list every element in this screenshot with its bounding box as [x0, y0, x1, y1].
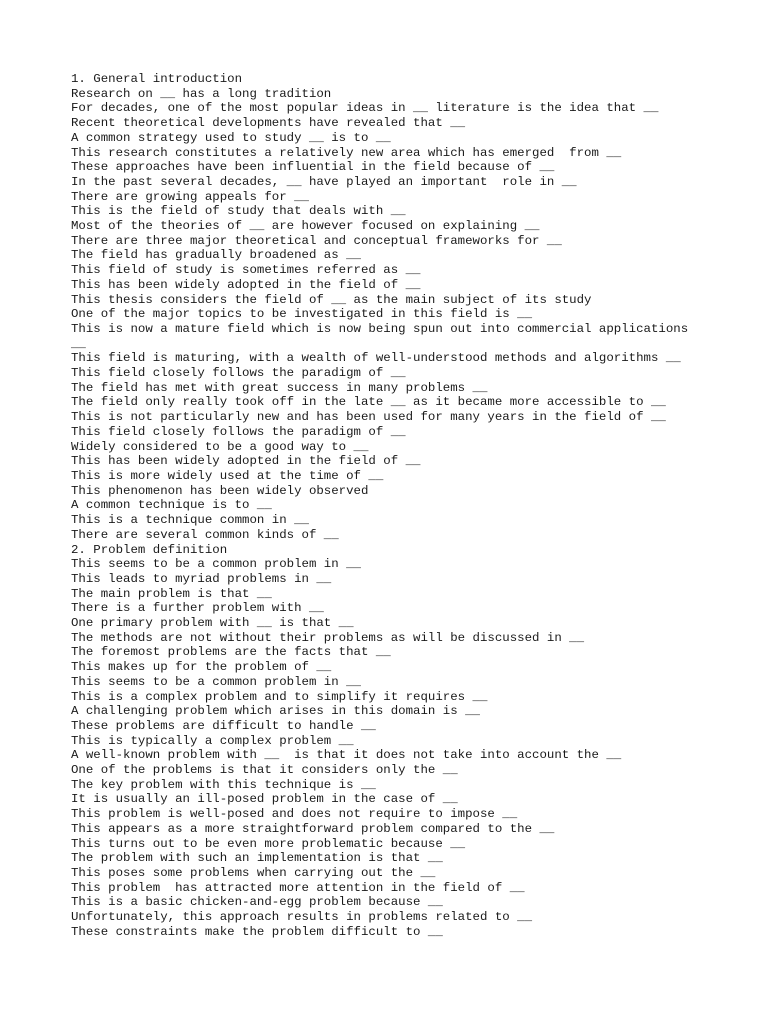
document-page	[71, 72, 761, 939]
text-line: This is a basic chicken-and-egg problem because __	[71, 895, 443, 910]
text-line: A common technique is to __	[71, 498, 272, 513]
text-line: This field is maturing, with a wealth of well-understood methods and algorithms __	[71, 351, 681, 366]
text-line: 1. General introduction	[71, 72, 243, 86]
text-line: This research constitutes a relatively new area which has emerged from __	[71, 145, 622, 160]
text-line: This field closely follows the paradigm of __	[71, 424, 406, 439]
text-line: This has been widely adopted in the field of __	[71, 454, 421, 469]
text-line: The main problem is that __	[71, 586, 272, 601]
text-line: This is a complex problem and to simplify it requires __	[71, 689, 488, 704]
text-line: The field only really took off in the late __ as it became more accessible to __	[71, 395, 666, 410]
text-line: This poses some problems when carrying out the __	[71, 865, 436, 880]
text-line: A challenging problem which arises in this domain is __	[71, 704, 480, 719]
text-line: Unfortunately, this approach results in problems related to __	[71, 910, 533, 925]
text-line: One primary problem with __ is that __	[71, 616, 354, 631]
text-line: 2. Problem definition	[71, 542, 228, 557]
text-line: This is more widely used at the time of __	[71, 468, 384, 483]
text-line: This is not particularly new and has been used for many years in the field of __	[71, 410, 666, 425]
text-line: These problems are difficult to handle __	[71, 718, 376, 733]
text-line: The field has met with great success in many problems __	[71, 380, 488, 395]
text-line: This field closely follows the paradigm of __	[71, 366, 406, 381]
text-line: One of the problems is that it considers only the __	[71, 763, 458, 778]
text-line: Widely considered to be a good way to __	[71, 439, 369, 454]
text-line: It is usually an ill-posed problem in the case of __	[71, 792, 458, 807]
text-line: This appears as a more straightforward problem compared to the __	[71, 821, 555, 836]
text-line: This phenomenon has been widely observed	[71, 483, 369, 498]
text-line: These constraints make the problem difficult to __	[71, 924, 443, 939]
text-line: There is a further problem with __	[71, 601, 324, 616]
text-line: A well-known problem with __ is that it does not take into account the __	[71, 748, 622, 763]
text-line: There are three major theoretical and conceptual frameworks for __	[71, 233, 562, 248]
text-line: The foremost problems are the facts that __	[71, 645, 391, 660]
text-line: This has been widely adopted in the field of __	[71, 277, 421, 292]
text-line: This problem is well-posed and does not require to impose __	[71, 807, 518, 822]
text-line: This is the field of study that deals with __	[71, 204, 406, 219]
text-line: In the past several decades, __ have played an important role in __	[71, 174, 577, 189]
text-line: This seems to be a common problem in __	[71, 557, 361, 572]
text-line: The methods are not without their problems as will be discussed in __	[71, 630, 585, 645]
text-line: This turns out to be even more problematic because __	[71, 836, 466, 851]
text-line: For decades, one of the most popular ideas in __ literature is the idea that __	[71, 101, 659, 116]
text-line: Research on __ has a long tradition	[71, 86, 332, 101]
text-line: This seems to be a common problem in __	[71, 674, 361, 689]
text-line: This is a technique common in __	[71, 513, 309, 528]
text-line: These approaches have been influential in the field because of __	[71, 160, 555, 175]
text-line: There are growing appeals for __	[71, 189, 309, 204]
text-line: One of the major topics to be investigated in this field is __	[71, 307, 533, 322]
text-line: This thesis considers the field of __ as the main subject of its study	[71, 292, 592, 307]
text-line: This is typically a complex problem __	[71, 733, 354, 748]
text-line: __	[71, 336, 86, 351]
text-line: This field of study is sometimes referred as __	[71, 263, 421, 278]
text-line: A common strategy used to study __ is to __	[71, 130, 391, 145]
text-line: This makes up for the problem of __	[71, 660, 332, 675]
text-line: There are several common kinds of __	[71, 527, 339, 542]
text-line: Recent theoretical developments have revealed that __	[71, 116, 466, 131]
text-line: The key problem with this technique is __	[71, 777, 376, 792]
text-line: The problem with such an implementation is that __	[71, 851, 443, 866]
text-line: This leads to myriad problems in __	[71, 571, 332, 586]
text-line: This is now a mature field which is now being spun out into commercial applications	[71, 321, 689, 336]
text-line: This problem has attracted more attention in the field of __	[71, 880, 525, 895]
text-line: Most of the theories of __ are however focused on explaining __	[71, 219, 540, 234]
text-line: The field has gradually broadened as __	[71, 248, 361, 263]
